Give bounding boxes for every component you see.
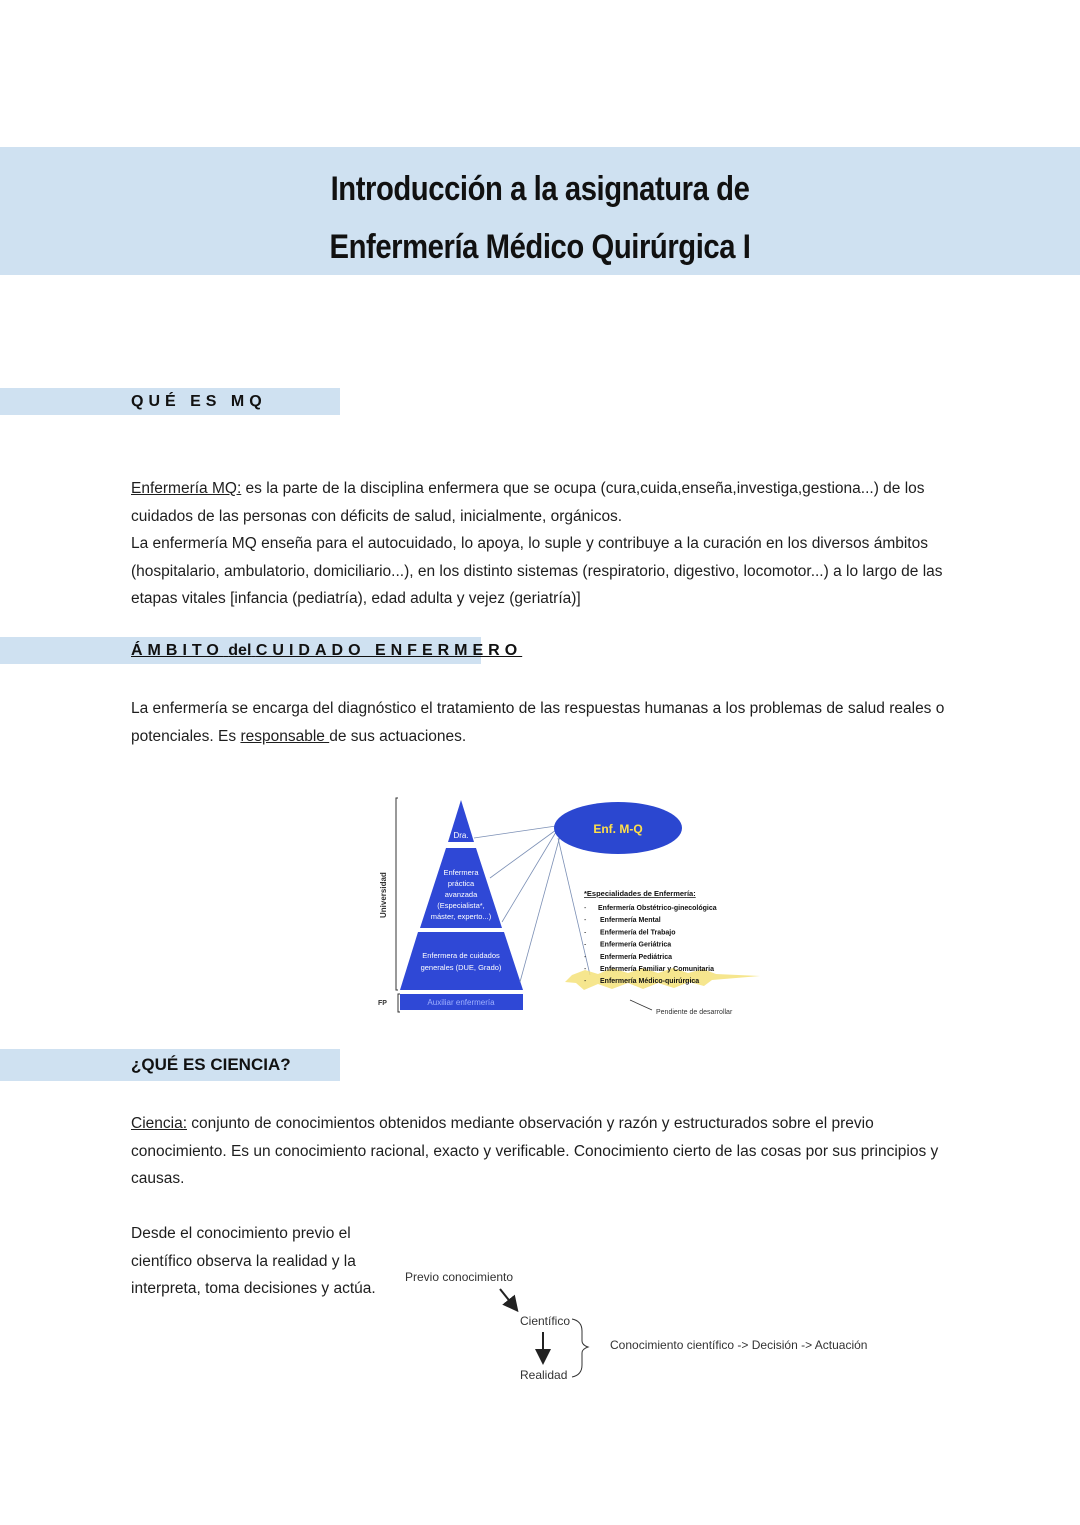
section-que-es-mq-text: [131, 475, 951, 613]
bullet-dash: -: [584, 929, 587, 937]
specialty-item: Enfermería Familiar y Comunitaria: [600, 966, 714, 973]
level-mid-line: práctica: [447, 879, 475, 888]
axis-university-label: Universidad: [379, 872, 388, 918]
level-mid-line: máster, experto...): [430, 912, 492, 921]
level-top-label: Dra.: [453, 831, 469, 840]
text-run: La enfermería se encarga del diagnóstico el tratamiento de las respuestas humanas a los problemas de salud reales o potenciales. Es: [131, 700, 945, 745]
specialty-item: Enfermería Mental: [600, 917, 661, 925]
level-mid-line: Enfermera: [443, 868, 479, 877]
section-heading-ambito: [131, 642, 522, 660]
nursing-pyramid-diagram: [360, 790, 780, 1020]
level-mid-line: (Especialista*,: [437, 901, 485, 910]
paragraph: La enfermería MQ enseña para el autocuidado, lo apoya, lo suple y contribuye a la curación en los diversos ámbitos (hospitalario, ambulatorio, domiciliario...), en los distinto sistemas (respiratorio, digestivo, locomotor...) a lo largo de las etapas vitales [infancia (pediatría), edad adulta y vejez (geriatría)]: [131, 535, 943, 607]
section-heading-ciencia: ¿QUÉ ES CIENCIA?: [131, 1055, 291, 1074]
bullet-dash: -: [584, 905, 587, 912]
specialty-item: Enfermería Pediátrica: [600, 953, 672, 961]
enf-mq-label: Enf. M-Q: [593, 822, 643, 836]
bullet-dash: -: [584, 978, 587, 986]
specialty-item: Enfermería del Trabajo: [600, 929, 676, 937]
text-run: de sus actuaciones.: [329, 727, 467, 745]
heading-part: ÁMBITO: [131, 642, 224, 659]
flow-brace: [572, 1319, 588, 1377]
bullet-dash: -: [584, 941, 587, 949]
level-low-line: generales (DUE, Grado): [420, 963, 502, 972]
specialty-item: Enfermería Geriátrica: [600, 941, 672, 949]
specialties-title: *Especialidades de Enfermería:: [584, 889, 696, 898]
fp-bracket: [398, 994, 400, 1012]
flow-cientifico: Científico: [520, 1314, 571, 1328]
page-title: [76, 160, 1005, 276]
heading-part: del: [228, 642, 252, 659]
heading-part: CUIDADO ENFERMERO: [255, 642, 523, 659]
section-ambito-text: [131, 695, 951, 750]
title-line-1: Introducción a la asignatura de: [330, 170, 750, 208]
title-line-2: Enfermería Médico Quirúrgica I: [329, 228, 751, 266]
axis-fp-label: FP: [378, 1000, 387, 1007]
definition-text: es la parte de la disciplina enfermera que se ocupa (cura,cuida,enseña,investiga,gestiona...) de los cuidados de las personas con déficits de salud, inicialmente, orgánicos.: [131, 480, 925, 525]
pending-arrow: [630, 1000, 652, 1010]
section-ciencia-text: [131, 1110, 951, 1193]
flow-result: Conocimiento científico -> Decisión -> Actuación: [610, 1338, 868, 1352]
bullet-dash: -: [584, 917, 587, 925]
university-bracket: [396, 798, 398, 990]
side-line: interpreta, toma decisiones y actúa.: [131, 1280, 376, 1297]
side-line: Desde el conocimiento previo el: [131, 1225, 351, 1242]
term-enfermeria-mq: Enfermería MQ:: [131, 480, 242, 497]
pyramid-level-low: [400, 932, 523, 990]
paragraph: [131, 475, 951, 530]
level-low-line: Enfermera de cuidados: [422, 951, 500, 960]
definition-text: conjunto de conocimientos obtenidos mediante observación y razón y estructurados sobre el previo conocimiento. Es un conocimiento racional, exacto y verificable. Conocimiento cierto de las cosas por sus principios y causas.: [131, 1115, 939, 1187]
flow-realidad: Realidad: [520, 1368, 568, 1382]
arrow-to-cientifico: [500, 1289, 516, 1309]
scientific-method-diagram: [400, 1265, 880, 1390]
paragraph: [131, 1110, 951, 1193]
underlined-responsable: responsable: [240, 727, 330, 745]
pending-note: Pendiente de desarrollar: [656, 1009, 733, 1016]
side-line: científico observa la realidad y la: [131, 1252, 356, 1270]
section-heading-que-es-mq: QUÉ ES MQ: [131, 393, 267, 410]
paragraph: [131, 695, 951, 750]
bullet-dash: -: [584, 953, 587, 961]
bullet-dash: -: [584, 966, 587, 973]
specialty-item: Enfermería Médico-quirúrgica: [600, 978, 700, 986]
ciencia-side-text: [131, 1220, 391, 1303]
term-ciencia: Ciencia:: [131, 1115, 187, 1132]
flow-previo-conocimiento: Previo conocimiento: [405, 1270, 514, 1284]
specialty-item: Enfermería Obstétrico-ginecológica: [598, 905, 717, 912]
level-mid-line: avanzada: [444, 890, 478, 899]
level-base-label: Auxiliar enfermería: [427, 998, 495, 1007]
